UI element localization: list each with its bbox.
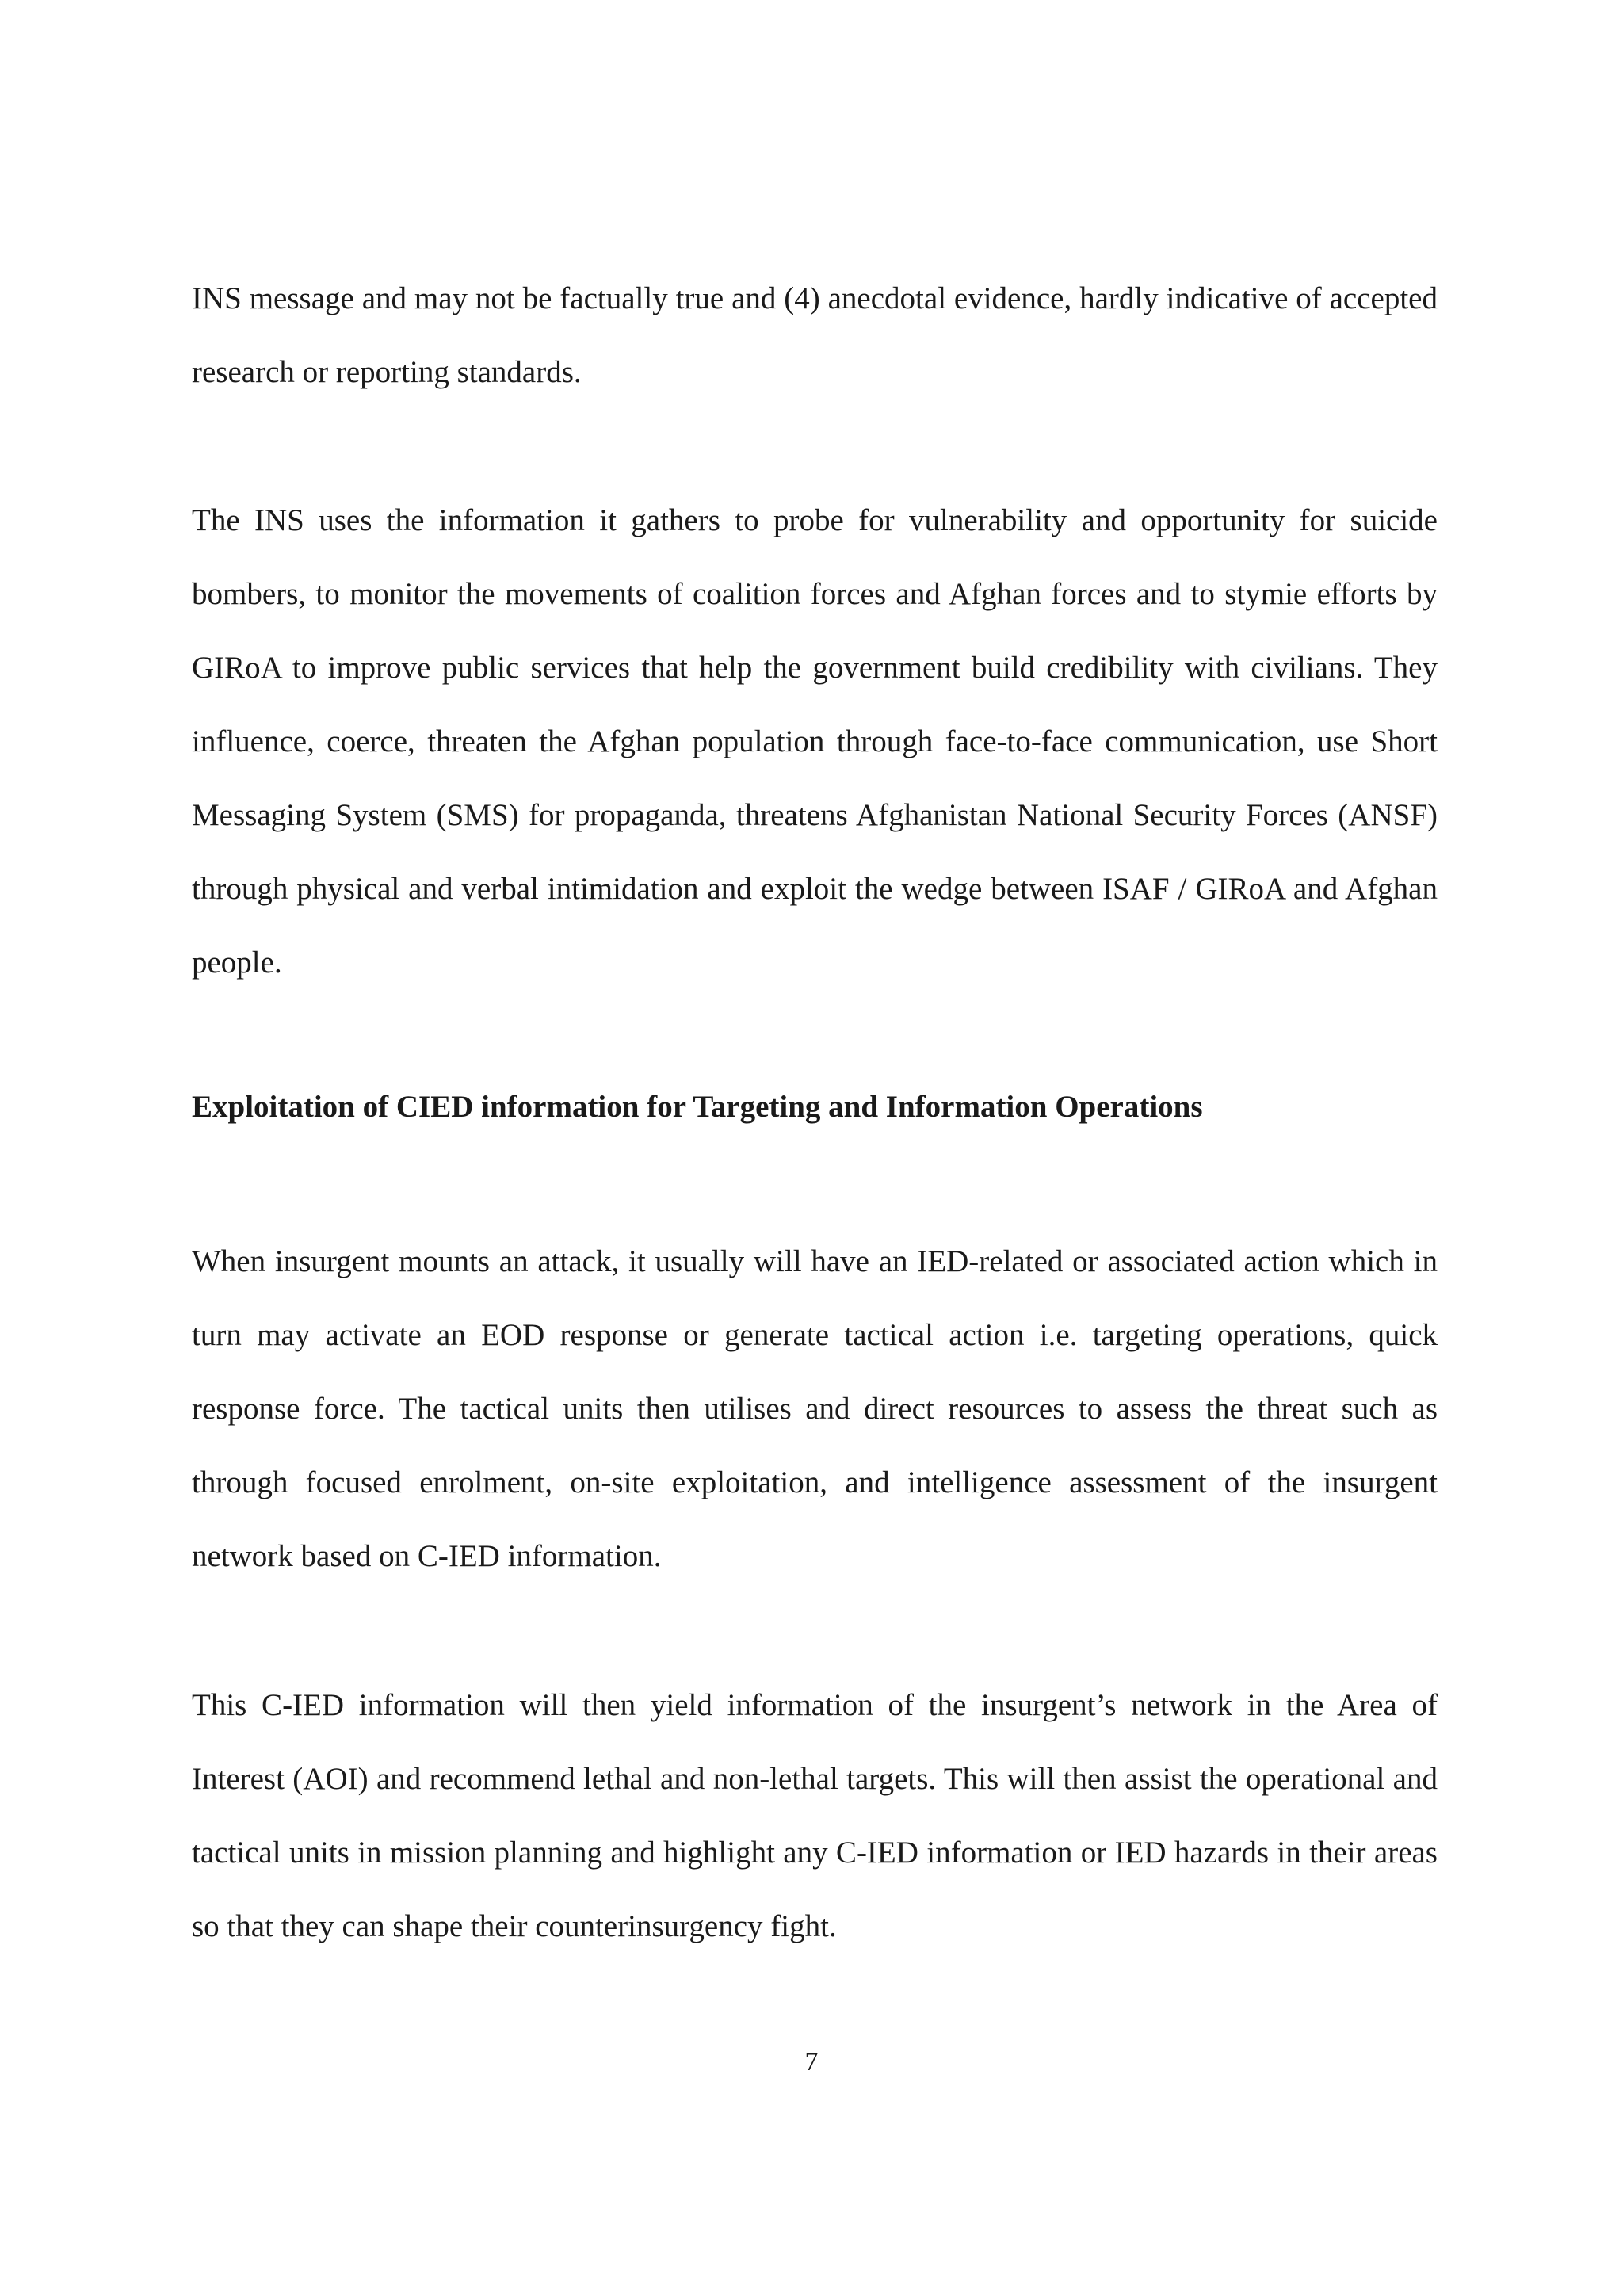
paragraph-insurgent-attack: When insurgent mounts an attack, it usually will have an IED-related or associated action which in turn may activate an EOD response or generate tactical action i.e. targeting operations, quick response force. The tactical units then utilises and direct resources to assess the threat such as through focused enrolment, on-site exploitation, and intelligence assessment of the insurgent network based on C-IED information. [192, 1244, 1438, 1573]
paragraph-ins-message: INS message and may not be factually true and (4) anecdotal evidence, hardly indicative of accepted research or reporting standards. [192, 281, 1438, 389]
paragraph-cied-information: This C-IED information will then yield information of the insurgent’s network in the Area of Interest (AOI) and recommend lethal and non-lethal targets. This will then assist the operational and tactical units in mission planning and highlight any C-IED information or IED hazards in their areas so that they can shape their counterinsurgency fight. [192, 1688, 1438, 1943]
paragraph-ins-uses-information: The INS uses the information it gathers to probe for vulnerability and opportunity for suicide bombers, to monitor the movements of coalition forces and Afghan forces and to stymie efforts by GIRoA to improve public services that help the government build credibility with civilians. They influence, coerce, threaten the Afghan population through face-to-face communication, use Short Messaging System (SMS) for propaganda, threatens Afghanistan National Security Forces (ANSF) through physical and verbal intimidation and exploit the wedge between ISAF / GIRoA and Afghan people. [192, 503, 1438, 980]
page-number: 7 [804, 2047, 819, 2076]
section-heading: Exploitation of CIED information for Targeting and Information Operations [192, 1090, 1203, 1124]
